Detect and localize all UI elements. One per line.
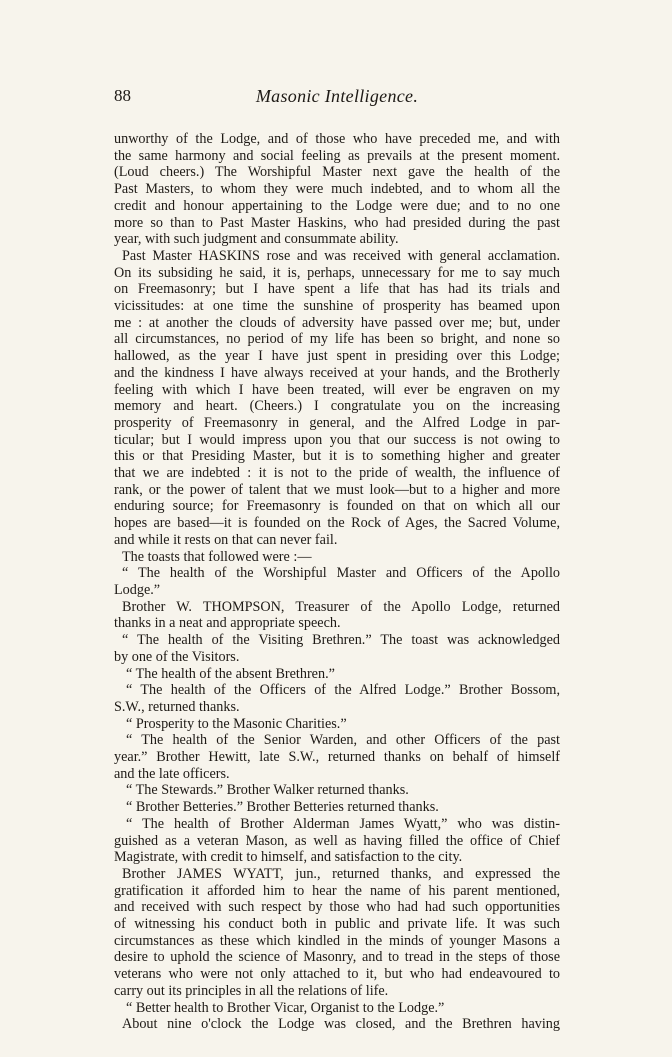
text-line: year, with such judgment and consummate ability. <box>114 231 399 248</box>
text-line: On its subsiding he said, it is, perhaps, unnecessary for me to say much <box>114 264 560 281</box>
text-line: year.” Brother Hewitt, late S.W., returned thanks on behalf of himself <box>114 749 560 766</box>
text-line: “ Brother Betteries.” Brother Betteries returned thanks. <box>126 799 439 816</box>
text-line: unworthy of the Lodge, and of those who have preceded me, and with <box>114 131 560 147</box>
text-line: enduring source; for Freemasonry is founded on that on which all our <box>114 498 560 515</box>
text-line: “ The health of the Worshipful Master and Officers of the Apollo <box>122 565 560 582</box>
text-line: hallowed, as the year I have just spent in presiding over this Lodge; <box>114 348 560 365</box>
text-line: by one of the Visitors. <box>114 648 240 665</box>
text-line: guished as a veteran Mason, as well as having filled the office of Chief <box>114 832 560 849</box>
text-line: Magistrate, with credit to himself, and satisfaction to the city. <box>114 849 463 866</box>
text-line: and the late officers. <box>114 765 230 782</box>
text-line: all circumstances, no period of my life has been so bright, and none so <box>114 331 560 348</box>
text-line: Brother JAMES WYATT, jun., returned thanks, and expressed the <box>122 865 560 882</box>
page-number: 88 <box>114 86 131 105</box>
text-line: Past Masters, to whom they were much indebted, and to whom all the <box>114 181 560 198</box>
text-line: (Loud cheers.) The Worshipful Master next gave the health of the <box>114 164 560 181</box>
text-line: the same harmony and social feeling as prevails at the present moment. <box>114 147 560 164</box>
text-line: carry out its principles in all the relations of life. <box>114 982 389 999</box>
text-line: and while it rests on that can never fail. <box>114 531 338 548</box>
text-line: and the kindness I have always received at your hands, and the Brotherly <box>114 364 560 381</box>
text-line: gratification it afforded him to hear the name of his parent mentioned, <box>114 882 560 899</box>
text-line: feeling with which I have been treated, will ever be engraven on my <box>114 381 560 398</box>
text-line: circumstances as these which kindled in the minds of younger Masons a <box>114 932 560 949</box>
text-line: credit and honour appertaining to the Lodge were due; and to no one <box>114 197 560 214</box>
text-line: rank, or the power of talent that we must look—but to a higher and more <box>114 481 560 498</box>
text-line: “ The health of the Visiting Brethren.” The toast was acknowledged <box>122 632 560 649</box>
text-line: “ Prosperity to the Masonic Charities.” <box>126 715 347 732</box>
text-line: ticular; but I would impress upon you that our success is not owing to <box>114 431 560 448</box>
text-line: Brother W. THOMPSON, Treasurer of the Apollo Lodge, returned <box>122 598 560 615</box>
page-header <box>114 86 560 108</box>
text-line: “ The health of Brother Alderman James Wyatt,” who was distin- <box>126 815 560 832</box>
text-line: more so than to Past Master Haskins, who had presided during the past <box>114 214 560 231</box>
text-line: “ The Stewards.” Brother Walker returned thanks. <box>126 782 409 799</box>
text-line: hopes are based—it is founded on the Rock of Ages, the Sacred Volume, <box>114 515 560 532</box>
text-line: S.W., returned thanks. <box>114 698 240 715</box>
text-line: “ The health of the Officers of the Alfred Lodge.” Brother Bossom, <box>126 682 560 699</box>
text-line: of witnessing his conduct both in public and private life. It was such <box>114 916 560 933</box>
text-line: desire to uphold the science of Masonry, and to tread in the steps of those <box>114 949 560 966</box>
text-line: About nine o'clock the Lodge was closed, and the Brethren having <box>122 1016 560 1033</box>
article-body <box>114 131 560 1033</box>
text-line: vicissitudes: at one time the sunshine of prosperity has beamed upon <box>114 298 560 315</box>
text-line: “ Better health to Brother Vicar, Organist to the Lodge.” <box>126 999 445 1016</box>
text-line: and received with such respect by those who had had such opportunities <box>114 899 560 916</box>
text-line: Past Master HASKINS rose and was received with general acclamation. <box>122 247 560 264</box>
text-line: “ The health of the Senior Warden, and other Officers of the past <box>126 732 560 749</box>
text-line: thanks in a neat and appropriate speech. <box>114 615 341 632</box>
text-line: Lodge.” <box>114 581 161 598</box>
running-title: Masonic Intelligence. <box>255 86 419 106</box>
text-line: me : at another the clouds of adversity have passed over me; but, under <box>114 314 560 331</box>
text-line: “ The health of the absent Brethren.” <box>126 665 335 682</box>
text-line: memory and heart. (Cheers.) I congratulate you on the increasing <box>114 398 560 415</box>
text-line: The toasts that followed were :— <box>122 548 312 565</box>
text-line: on Freemasonry; but I have spent a life that has had its trials and <box>114 281 560 298</box>
text-line: that we are indebted : it is not to the pride of wealth, the influence of <box>114 465 560 482</box>
text-line: prosperity of Freemasonry in general, and the Alfred Lodge in par- <box>114 414 560 431</box>
text-line: veterans who were not only attached to it, but who had endeavoured to <box>114 966 560 983</box>
text-line: this or that Presiding Master, but it is to something higher and greater <box>114 448 560 465</box>
